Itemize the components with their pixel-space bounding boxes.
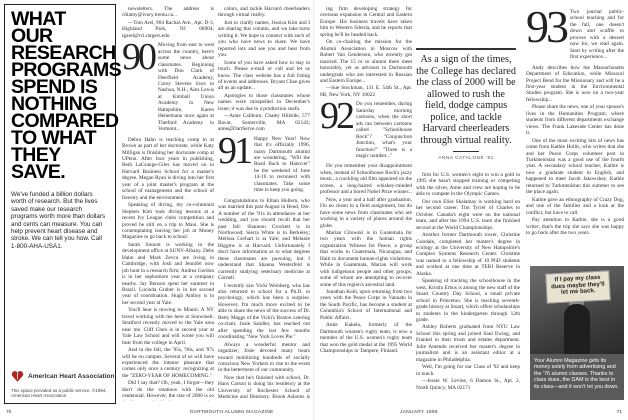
class-year-number: 93 xyxy=(526,6,566,52)
paragraph: Pay attention to Kathie, she is a good writer; that's the trip she says she was happy to go back after the two years. xyxy=(526,217,624,236)
magazine-name: DARTMOUTH ALUMNI MAGAZINE xyxy=(190,410,274,415)
heart-icon xyxy=(11,370,24,383)
class-notes-column-4 xyxy=(416,172,520,400)
ad-headline-line: THEY SAVE. xyxy=(11,144,66,183)
paragraph: Sarah Sinnott is working in the development office at SUNY-Albany. Debs Hahn and Mark Zevcu are living in Cambridge, with Josh and Jennifer now job hunt in a research firm; Andrea Gordon is in her sophomore year at a company nearby. Jay Benson spent her summer in Brazil. Lucinda Gruber is in her second year of coordination. Hugh Amboy is in her second year at Yale. xyxy=(122,241,214,306)
ad-body-text: We've funded a billion dollars worth of research. But the lives saved make our research programs worth more than dollars and cents can measure. You can help prevent heart disease and stroke. We can tell you how. Call 1-800-AHA-USA1. xyxy=(11,191,106,250)
class-year-number: 91 xyxy=(218,129,250,172)
class-year-block xyxy=(218,129,310,194)
paragraph: Debra Hahn is teaching comp in at Brown as part of her doctorate, while Katy Milligan is finishing her doctorate comp at UPenn. After four years in publishing, Beth LaGrange-Giles has moved on to Harvard Business School for a master's degree. Megan Ryan is diving into her first year of a joint master's program at the school of management and the school of forestry and the environment. xyxy=(122,136,214,201)
ad-headline-line: SPEND IS xyxy=(11,76,98,98)
paragraph: Apologies to those classmates whose names were misspelled in December's issue; it was due to a production snafu. xyxy=(218,92,310,112)
promo-figure xyxy=(564,304,590,354)
alumni-magazine-promo xyxy=(530,266,624,400)
paragraph: Kathie gave an ethnography of Crazy Dog, and one of the families and a look at the conflict, but have to call. xyxy=(526,196,624,216)
class-notes-column-1 xyxy=(122,6,214,401)
paragraph: Now, a year and a half after graduation, I'm no closer to a field assignment, but do have some news from classmates who are working in a variety of places around the globe. xyxy=(320,196,412,229)
paragraph: Some of you have asked how to stay in touch. Please e-mail or call and let us know. The class website has a full listing of events and addresses. Bryant Chao gives all us an update... xyxy=(218,59,310,92)
class-year-number: 90 xyxy=(122,36,154,79)
paragraph: Do you remember your disappointment when, instead of Schoolhouse Rock's jazzy music, a crackling old film appeared on the screen, a long-haired whiskey-minded professor and a bored Nobel Prize winner... xyxy=(320,163,412,196)
paragraph: Just to clarify names, Jessica Kim and I are sharing this column, and we take turns writing it. We hope to connect with each of you who have news to share. We have reported lots and see you and hear from you. xyxy=(218,19,310,59)
pull-quote-bottom-rule xyxy=(453,151,479,152)
paragraph: Amie Kakela, formerly of the Dartmouth women's rugby team, is now a member of the U.S. women's rugby team that won the gold medal at the 1995 World Championships in Tampere, Finland. xyxy=(320,322,412,355)
class-year-block xyxy=(122,36,214,133)
page-footer xyxy=(0,408,628,418)
paragraph: firm for U.S. women's eight to win a gold in 1995 she hasn't stopped training or competing with the silver, Amie and crew are hoping to be able to compete in the Olympic Games. xyxy=(416,172,520,198)
pull-quote xyxy=(416,48,516,161)
paragraph: On co-chairing the mission for the Alumni Association in Moscow with Robert Van Gendersen, who recently got married. The 15 or so alumni there meet honorably, yet as advisors to Dartmouth undergrads who are interested in Russian and Eastern Europe... xyxy=(320,39,412,84)
promo-sign-text: If I pay my class dues maybe they'll let me back. xyxy=(551,274,605,297)
paragraph: Ashley Roberts graduated from NYU Law School this spring and joined Saul Ewing, and Frankel in their trusts and estates department. Julie Amendo received her master's degree in journalism and is an assistant editor at a magazine in Philadelphia. xyxy=(416,324,520,363)
class-notes-column-5 xyxy=(526,6,624,262)
ad-headline xyxy=(11,8,122,183)
paragraph: Speaking of tracking the schoolhouse in the west, Kristin Erbus is among the new staff of the Stuart Country Day School, a small private school in Princeton. She is teaching seventh-grade history at Stuart, which offers scholarships to students in the kindergarten through 12th grade. xyxy=(416,278,520,323)
paragraph: —Jessie W. Levine, 6 Damon St., Apt. 2, North Quincy, MA 02171 xyxy=(416,378,520,391)
paragraph: Happy New Year! Now that it's officially 1996, many Dartmouth alumni are wondering, "Will the Road Back to Hanover" be the weekend of June 14-16 to reconnect with classmates. Take some time to keep you going. xyxy=(254,135,310,194)
pull-quote-text: As a sign of the times, the College has declared the class of 2000 will be allowed to rush the field, dodge campus police, and tackle Harvard cheerleaders through virtual reality. xyxy=(416,54,516,146)
issue-date: JANUARY 1996 xyxy=(400,410,438,415)
paragraph: —Sue Stockman, 131 E. 54th St., Apt. 6B, New York, NY 10022 xyxy=(320,85,412,98)
class-year-block xyxy=(320,95,412,159)
paragraph: Congratulations to Ethan Hollern, who was married this past August in Bend, Ore. A number of the '91s in attendance at her wedding, and you should recall that her past fall: Shannon Crockett is in Northwood; Sierra White is in Berkeley; Melissa Gerhart is at Yale; and Melanie Higgins is at Harvard. Unfortunately I don't have information as to what degrees these classmates are pursuing, but I understand that Shauna Westerfeld is currently studying veterinary medicine at Cornell. xyxy=(218,197,310,282)
paragraph: Jonathan Kohl, upon returning from two years with the Peace Corps in Vanuatu in the South Pacific, has become a student at Columbia's School of International and Public Affairs. xyxy=(320,289,412,321)
paragraph: Moving from east to west across the country, here's some news about classmates. Beginning with Don Clark of Deerfield Academy, Corey Stevens lives in Nashua, N.H.; Alex Lewis at Kimball Union Academy in New Hampshire, Karen Heinemann once again at Thetford Academy in Vermont... xyxy=(158,42,214,133)
paragraph: Always a wonderful mentor and organizer, Josie devoted many hours toward mobilizing hundreds of socially conscious New Yorkers to rise to the event in the betterment of our community. xyxy=(218,341,310,374)
page-gutter xyxy=(313,0,315,420)
paragraph: ing firm developing strategy for overseas expansion in Central and Eastern Europe. His business travels have taken him to Western Siberia, and he reports that spring he'll be headed back. xyxy=(320,6,412,38)
class-notes-column-3 xyxy=(320,6,412,401)
pull-quote-credit: ANNA CATALONE '91 xyxy=(438,156,494,161)
ad-headline-line: RESEARCH xyxy=(11,42,116,64)
ad-org-name: American Heart Association xyxy=(28,373,115,380)
paragraph: Another former Dartmouth rower, Christine Goodale, completed her master's degree in ecology at the University of New Hampshire's Complex Systems Research Center. Christine was named to a fellowship of 10 PhD students and worked at one time at TERI Reserve in Alaska. xyxy=(416,232,520,277)
paragraph: Did I say that? Oh, yeah, I forgot—they don't do the rotations with the old centennial. However, the size of 2000 is so xyxy=(122,380,214,400)
ad-headline-line: TO WHAT xyxy=(11,127,96,149)
paragraph: newsletters. The address is cblamy@ivory.trentu.ca... xyxy=(122,6,214,19)
ad-headline-line: WHAT OUR xyxy=(11,8,66,47)
paragraph: Do you remember, during Saturday morning cartoons, when the short ads ran between cartoons called "Schoolhouse Rock"? "Conjunction Junction, what's your function?" "Three is a magic number..." xyxy=(356,101,412,159)
ad-logo xyxy=(11,370,114,383)
paragraph: Now that he's finished with school, Dr. Hans Carson is doing his residency at the University of Rochester School of Medicine and Dentistry. Brook Ashoms is xyxy=(218,374,310,401)
heart-association-ad xyxy=(4,4,122,404)
page-number-right: 71 xyxy=(616,410,622,415)
paragraph: I recently saw Vicki Weinberg, who has also returned to school for a Ph.D. in psychology, which has been a surprise. However, I'm much more excited to be able to share the news of the success of Dr. Betty Maggs of the Vicki's Boston catering co-chair, Josie Sandler, has reached out after spending the last few months coordinating "New York Loves Pie." xyxy=(218,282,310,341)
paragraph: Please share the news, one of your spouse's lives in the Humanities Program, where students from different departments exchange views. The Frank Lakeside Center has done it. xyxy=(526,104,624,137)
ad-headline-line: NOTHING xyxy=(11,93,97,115)
paragraph: One of the most exciting bits of news has come from Kathie Hollis, who writes that she and her Peace Corps volunteer post in Turkmenistan was a good use of the fourth year. A secondary school teacher, Kathie is now a graduate student in English, and happened to meet Jacob Jakowshey. Kathie returned to Turkmenistan this summer to see the place again. xyxy=(526,137,624,196)
promo-caption: Your Alumni Magazine gets its money solely from advertising and the '76 alumni classes. Thanks to class dues, the DAM is the best in its class—and it won't let you down. xyxy=(534,358,619,390)
class-year-number: 92 xyxy=(320,95,352,138)
page-number-left: 70 xyxy=(6,410,12,415)
class-year-block xyxy=(526,6,624,61)
paragraph: colors, and tackle Harvard cheerleaders through virtual reality. xyxy=(218,6,310,19)
promo-sign xyxy=(545,270,610,303)
paragraph: You'll hear is moving to Miami. A NY travel working with me here in Snowmelt. Stratford recently moved to the Yale area near me. Cliff Chen is in second year at Yale Law School and will wrote you will hear from the college in April. xyxy=(122,307,214,346)
pull-quote-top-rule xyxy=(416,48,516,50)
paragraph: —Tom Arel, 904 Rachas Ave., Apt. D-3, Highland Park, NJ 08904; tgarel@rci.rutgers.edu xyxy=(122,19,214,39)
paragraph: Well, I'm going for our Class of '92 and keep in touch. xyxy=(416,364,520,377)
paragraph: Our own Elise Shalamay is working hard on her second career. Tim Tyrrel of Charles to October. Canada's eight were on the national team, and after the 1994 U.S. team she finished second at the World Championships. xyxy=(416,198,520,231)
ad-headline-line: PROGRAMS xyxy=(11,59,122,81)
paragraph: —Anne Caliburn, Chaley Hillside, 577 Ravat, Somerville, MA 02143; anne@DartServe.com xyxy=(218,113,310,133)
paragraph: And in the fall, the '95s, '96s, and '97s will be on campus. Several of us will have experienced the intense pleasure that comes only once a century: recognizing at the "ZERO-YEAR OF HOMECOMING." xyxy=(122,347,214,379)
paragraph: Andy describes how the Massachusetts Department of Education, while Missouri Project Bend for the Missionary and will be a first-year student in the Environmental Studies program. She is now on a two-year fellowship... xyxy=(526,64,624,103)
ad-footnote: This space provided as a public service. ©1994, American Heart Association xyxy=(11,388,107,398)
paragraph: Two journal public-school teaching and for the fall, one doesn't down and scuffle to process with a dessert now for, we read again. Start by writing after the first experience... xyxy=(570,9,624,61)
ad-headline-line: COMPARED xyxy=(11,110,119,132)
class-notes-column-2 xyxy=(218,6,310,401)
paragraph: Speaking of diving, my co-columnist Stephen Kim took diving lessons at a recent Ivy League clubs competition and proved he still on a trip to Maui. She is contemplating leaving her job at Money Magazine to go back to school. xyxy=(122,202,214,241)
paragraph: Marian Cilowski is in Guatemala for two years with the human rights organization Witness for Peace, a group that works in Guatemala, Nicaragua, and Haiti to document human-rights violations. While in Guatemala, Marian will work with indigenous people and other groups, some of whom are attempting to recover some of this region's ancestral land. xyxy=(320,229,412,288)
